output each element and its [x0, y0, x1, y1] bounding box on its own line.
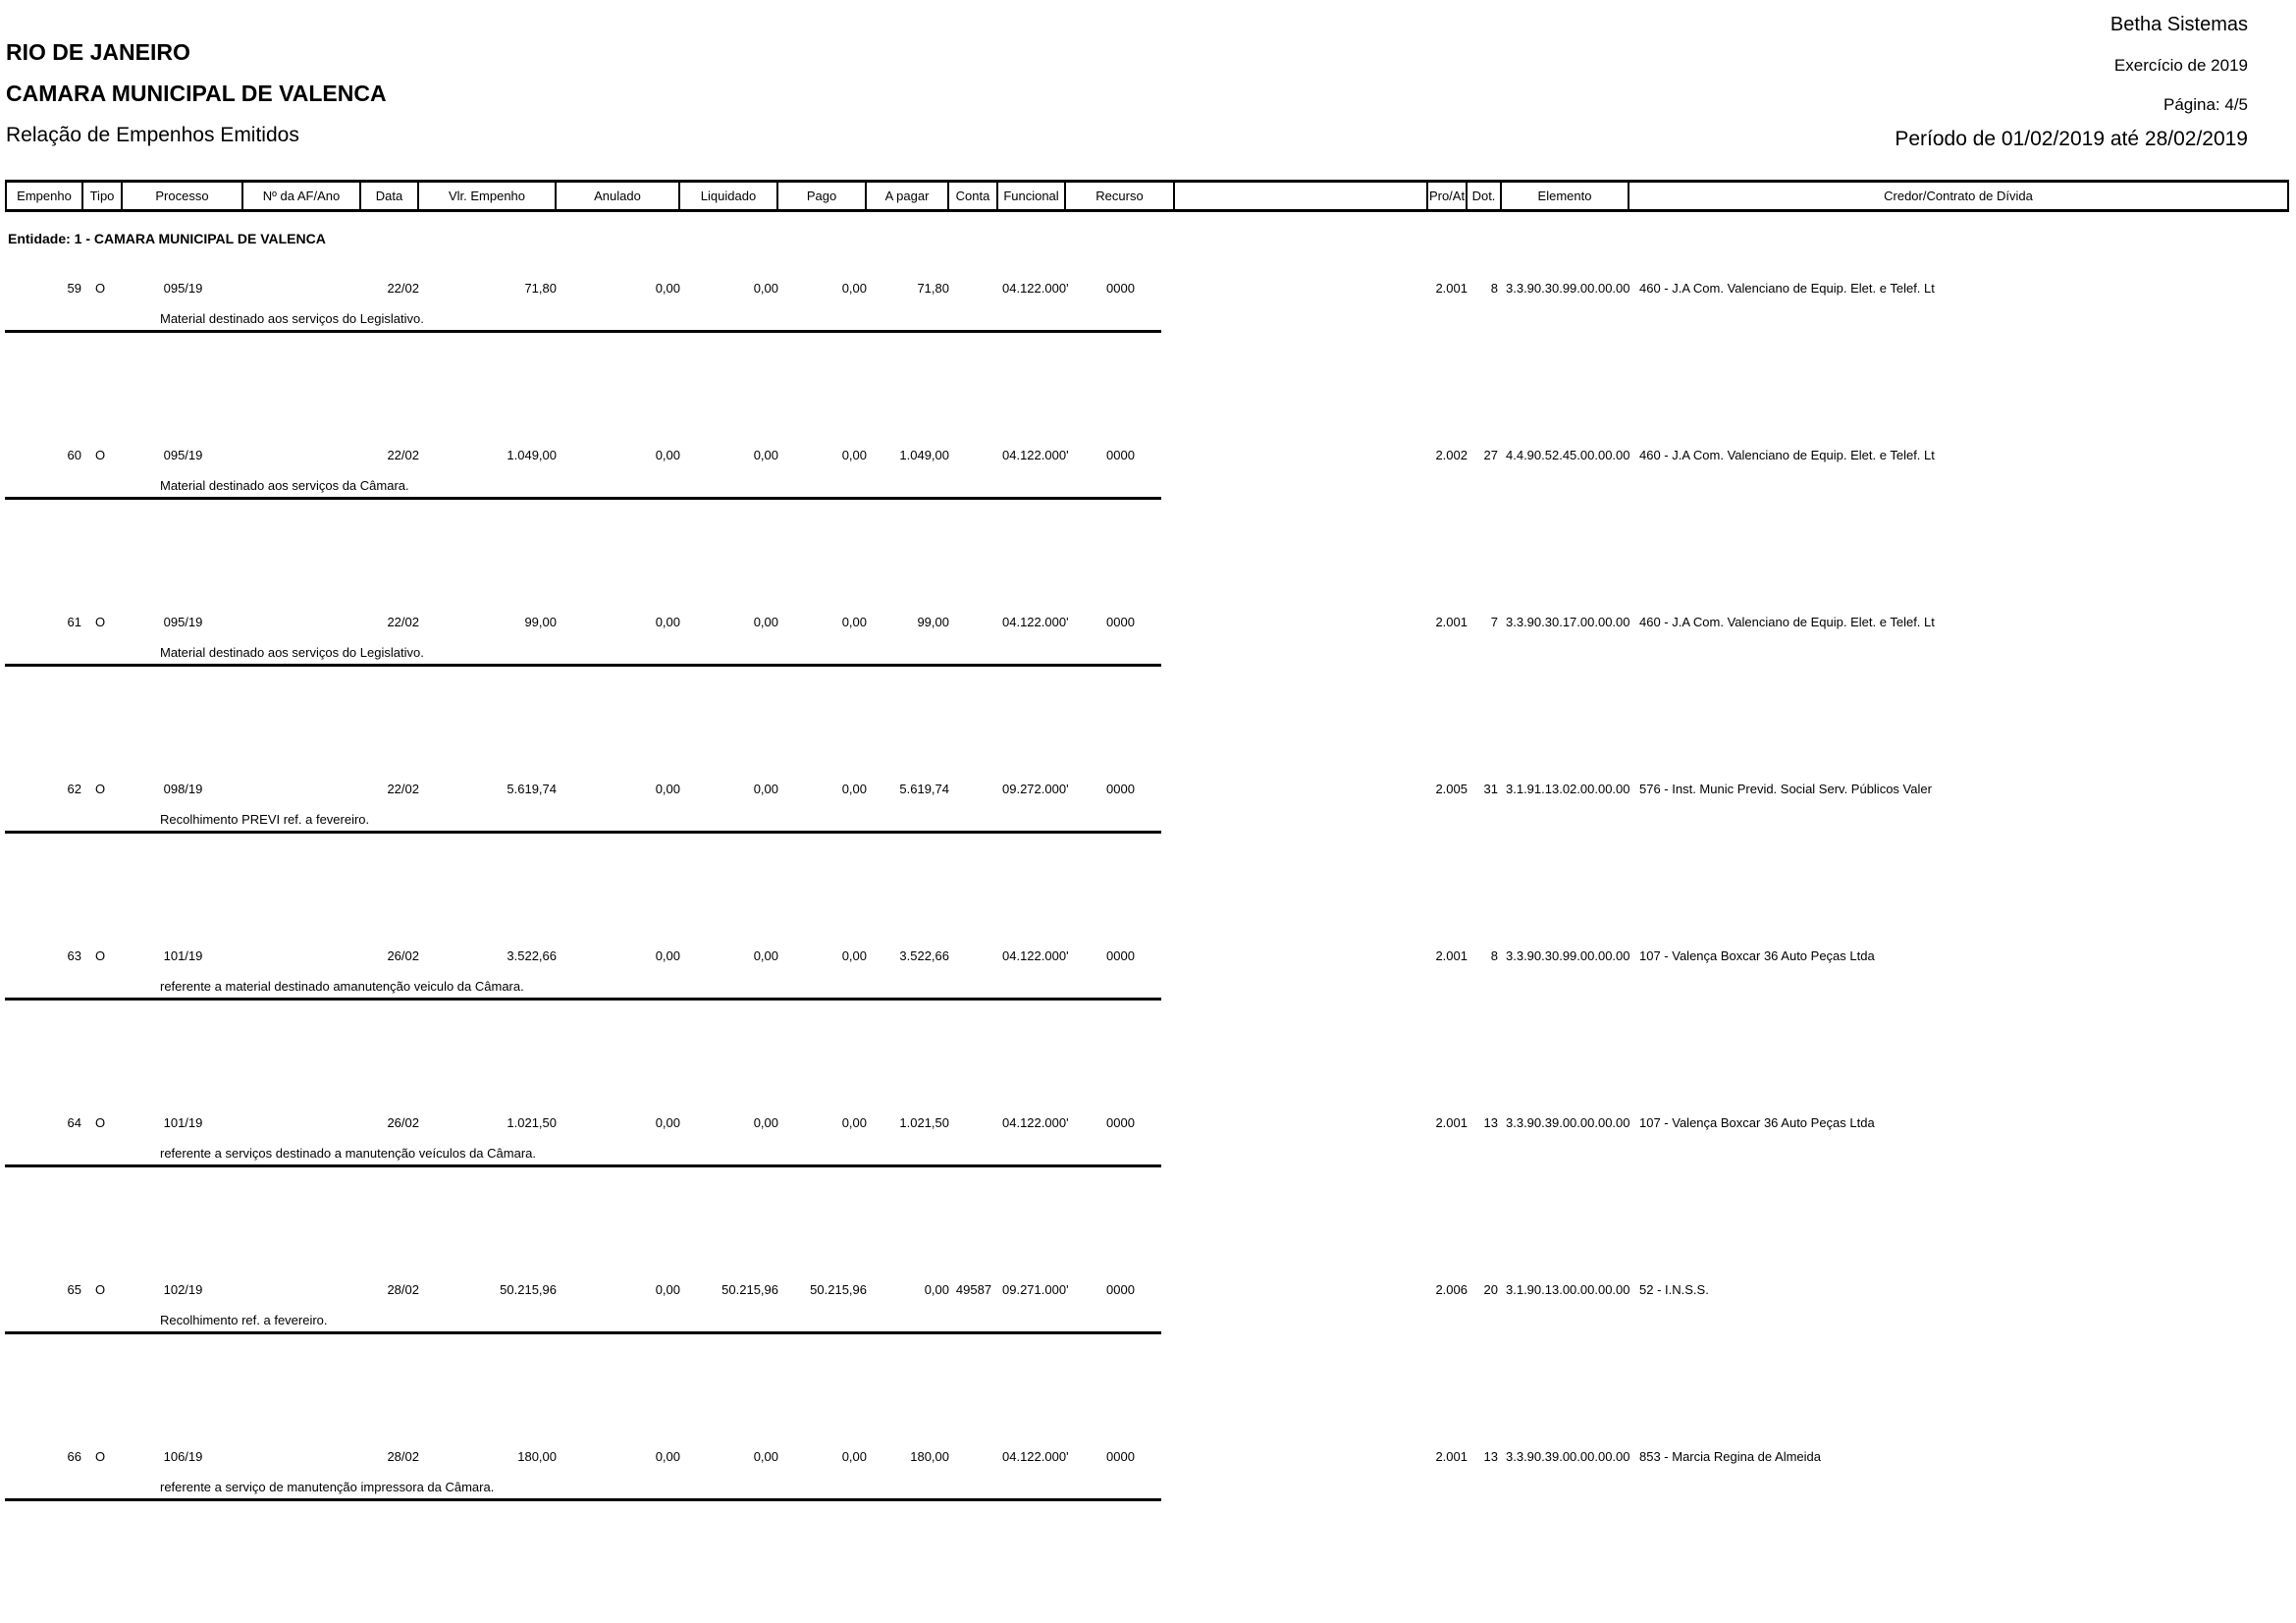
cell-recurso: 0000: [1106, 615, 1135, 629]
cell-liquidado: 0,00: [753, 782, 778, 796]
cell-recurso: 0000: [1106, 948, 1135, 963]
cell-tipo: O: [95, 615, 106, 629]
row-main-line: [5, 1114, 2289, 1131]
cell-vlr: 1.049,00: [507, 448, 557, 462]
cell-elemento: 3.3.90.30.99.00.00.00: [1506, 281, 1630, 296]
cell-empenho: 66: [67, 1449, 81, 1464]
row-separator: [5, 1498, 1161, 1501]
row-main-line: [5, 781, 2289, 797]
cell-funcional: 09.272.000': [1002, 782, 1069, 796]
cell-elemento: 3.3.90.39.00.00.00.00: [1506, 1115, 1630, 1130]
cell-pago: 0,00: [841, 448, 867, 462]
cell-data: 22/02: [387, 615, 419, 629]
cell-processo: 095/19: [163, 448, 203, 462]
cell-funcional: 04.122.000': [1002, 448, 1069, 462]
entity-title: CAMARA MUNICIPAL DE VALENCA: [6, 81, 387, 106]
cell-pago: 50.215,96: [810, 1282, 867, 1297]
cell-anulado: 0,00: [655, 782, 680, 796]
cell-vlr: 3.522,66: [507, 948, 557, 963]
cell-processo: 102/19: [163, 1282, 203, 1297]
cell-afano: [243, 947, 361, 964]
row-separator: [5, 1164, 1161, 1167]
cell-empenho: 60: [67, 448, 81, 462]
cell-liquidado: 0,00: [753, 1449, 778, 1464]
row-description: referente a serviço de manutenção impressora da Câmara.: [160, 1480, 495, 1494]
cell-empenho: 59: [67, 281, 81, 296]
entity-row: Entidade: 1 - CAMARA MUNICIPAL DE VALENCA: [8, 231, 326, 246]
cell-anulado: 0,00: [655, 615, 680, 629]
cell-credor: 107 - Valença Boxcar 36 Auto Peças Ltda: [1639, 1115, 1875, 1130]
cell-proat: 2.002: [1435, 448, 1468, 462]
cell-apagar: 3.522,66: [899, 948, 949, 963]
cell-credor: 460 - J.A Com. Valenciano de Equip. Elet. e Telef. Lt: [1639, 615, 1935, 629]
row-description: Recolhimento PREVI ref. a fevereiro.: [160, 812, 370, 827]
cell-vlr: 1.021,50: [507, 1115, 557, 1130]
cell-vlr: 180,00: [517, 1449, 557, 1464]
cell-liquidado: 0,00: [753, 948, 778, 963]
cell-proat: 2.001: [1435, 1449, 1468, 1464]
cell-spacer: [1175, 1448, 1428, 1465]
cell-conta: [949, 280, 998, 297]
cell-tipo: O: [95, 782, 106, 796]
column-header-vlr-empenho: Vlr. Empenho: [419, 183, 557, 209]
cell-tipo: O: [95, 448, 106, 462]
column-header-pro-at: Pro/At: [1428, 183, 1468, 209]
cell-conta: [949, 1448, 998, 1465]
row-description: referente a serviços destinado a manutenção veículos da Câmara.: [160, 1146, 536, 1161]
page-number: Página: 4/5: [2163, 95, 2248, 114]
column-header-tipo: Tipo: [83, 183, 123, 209]
cell-data: 26/02: [387, 948, 419, 963]
cell-spacer: [1175, 614, 1428, 630]
cell-processo: 101/19: [163, 1115, 203, 1130]
cell-dot: 27: [1483, 448, 1498, 462]
cell-elemento: 3.3.90.39.00.00.00.00: [1506, 1449, 1630, 1464]
cell-afano: [243, 280, 361, 297]
cell-elemento: 4.4.90.52.45.00.00.00: [1506, 448, 1630, 462]
cell-funcional: 04.122.000': [1002, 1115, 1069, 1130]
cell-afano: [243, 1448, 361, 1465]
column-header-processo: Processo: [123, 183, 243, 209]
row-main-line: [5, 947, 2289, 964]
cell-dot: 8: [1490, 281, 1498, 296]
column-header-credor: Credor/Contrato de Dívida: [1629, 183, 2289, 209]
cell-tipo: O: [95, 1282, 106, 1297]
cell-data: 28/02: [387, 1449, 419, 1464]
cell-empenho: 62: [67, 782, 81, 796]
cell-credor: 576 - Inst. Munic Previd. Social Serv. Públicos Valer: [1639, 782, 1932, 796]
cell-recurso: 0000: [1106, 281, 1135, 296]
cell-credor: 460 - J.A Com. Valenciano de Equip. Elet. e Telef. Lt: [1639, 281, 1935, 296]
cell-data: 22/02: [387, 281, 419, 296]
cell-dot: 13: [1483, 1115, 1498, 1130]
cell-proat: 2.006: [1435, 1282, 1468, 1297]
column-header-funcional: Funcional: [998, 183, 1066, 209]
cell-conta: [949, 947, 998, 964]
cell-conta: [949, 614, 998, 630]
cell-empenho: 65: [67, 1282, 81, 1297]
cell-recurso: 0000: [1106, 1449, 1135, 1464]
column-header-dot: Dot.: [1468, 183, 1502, 209]
cell-data: 26/02: [387, 1115, 419, 1130]
cell-empenho: 63: [67, 948, 81, 963]
cell-anulado: 0,00: [655, 1449, 680, 1464]
cell-recurso: 0000: [1106, 448, 1135, 462]
row-separator: [5, 998, 1161, 1001]
cell-anulado: 0,00: [655, 1282, 680, 1297]
cell-pago: 0,00: [841, 615, 867, 629]
row-main-line: [5, 614, 2289, 630]
cell-spacer: [1175, 781, 1428, 797]
column-header-conta: Conta: [949, 183, 998, 209]
table-header: [5, 180, 2289, 212]
row-separator: [5, 831, 1161, 834]
cell-funcional: 04.122.000': [1002, 281, 1069, 296]
cell-conta: [949, 447, 998, 463]
cell-elemento: 3.1.90.13.00.00.00.00: [1506, 1282, 1630, 1297]
cell-afano: [243, 447, 361, 463]
state-title: RIO DE JANEIRO: [6, 39, 190, 65]
cell-liquidado: 50.215,96: [721, 1282, 778, 1297]
cell-proat: 2.001: [1435, 1115, 1468, 1130]
cell-credor: 460 - J.A Com. Valenciano de Equip. Elet. e Telef. Lt: [1639, 448, 1935, 462]
table-row: [5, 1114, 2289, 1167]
cell-dot: 20: [1483, 1282, 1498, 1297]
cell-dot: 13: [1483, 1449, 1498, 1464]
cell-funcional: 09.271.000': [1002, 1282, 1069, 1297]
row-description: referente a material destinado amanutenção veiculo da Câmara.: [160, 979, 524, 994]
report-title: Relação de Empenhos Emitidos: [6, 124, 299, 146]
cell-tipo: O: [95, 281, 106, 296]
cell-pago: 0,00: [841, 782, 867, 796]
cell-afano: [243, 781, 361, 797]
cell-vlr: 5.619,74: [507, 782, 557, 796]
cell-vlr: 71,80: [524, 281, 557, 296]
row-main-line: [5, 280, 2289, 297]
cell-apagar: 1.049,00: [899, 448, 949, 462]
cell-data: 22/02: [387, 448, 419, 462]
cell-processo: 106/19: [163, 1449, 203, 1464]
cell-apagar: 5.619,74: [899, 782, 949, 796]
cell-pago: 0,00: [841, 1115, 867, 1130]
cell-funcional: 04.122.000': [1002, 948, 1069, 963]
cell-anulado: 0,00: [655, 448, 680, 462]
cell-liquidado: 0,00: [753, 1115, 778, 1130]
cell-processo: 101/19: [163, 948, 203, 963]
cell-proat: 2.001: [1435, 948, 1468, 963]
report-period: Período de 01/02/2019 até 28/02/2019: [1895, 128, 2248, 150]
column-header-data: Data: [361, 183, 419, 209]
cell-liquidado: 0,00: [753, 281, 778, 296]
row-separator: [5, 664, 1161, 667]
row-description: Material destinado aos serviços do Legislativo.: [160, 645, 424, 660]
cell-empenho: 64: [67, 1115, 81, 1130]
vendor-name: Betha Sistemas: [2109, 14, 2248, 35]
cell-liquidado: 0,00: [753, 615, 778, 629]
row-description: Recolhimento ref. a fevereiro.: [160, 1313, 328, 1327]
cell-proat: 2.001: [1435, 615, 1468, 629]
cell-elemento: 3.3.90.30.99.00.00.00: [1506, 948, 1630, 963]
cell-apagar: 1.021,50: [899, 1115, 949, 1130]
cell-apagar: 0,00: [924, 1282, 949, 1297]
cell-conta: [949, 781, 998, 797]
column-header-pago: Pago: [778, 183, 867, 209]
cell-spacer: [1175, 947, 1428, 964]
cell-tipo: O: [95, 1449, 106, 1464]
cell-credor: 853 - Marcia Regina de Almeida: [1639, 1449, 1821, 1464]
row-main-line: [5, 1448, 2289, 1465]
table-row: [5, 781, 2289, 834]
cell-anulado: 0,00: [655, 281, 680, 296]
cell-credor: 52 - I.N.S.S.: [1639, 1282, 1709, 1297]
cell-spacer: [1175, 447, 1428, 463]
cell-anulado: 0,00: [655, 948, 680, 963]
column-header-elemento: Elemento: [1502, 183, 1629, 209]
cell-recurso: 0000: [1106, 1282, 1135, 1297]
cell-conta: [949, 1114, 998, 1131]
cell-processo: 095/19: [163, 615, 203, 629]
cell-conta: 49587: [955, 1282, 992, 1297]
cell-processo: 095/19: [163, 281, 203, 296]
column-header-liquidado: Liquidado: [680, 183, 778, 209]
cell-dot: 8: [1490, 948, 1498, 963]
cell-anulado: 0,00: [655, 1115, 680, 1130]
cell-elemento: 3.3.90.30.17.00.00.00: [1506, 615, 1630, 629]
cell-data: 28/02: [387, 1282, 419, 1297]
row-main-line: [5, 1281, 2289, 1298]
cell-elemento: 3.1.91.13.02.00.00.00: [1506, 782, 1630, 796]
cell-recurso: 0000: [1106, 782, 1135, 796]
table-row: [5, 947, 2289, 1001]
cell-tipo: O: [95, 948, 106, 963]
cell-credor: 107 - Valença Boxcar 36 Auto Peças Ltda: [1639, 948, 1875, 963]
cell-dot: 31: [1483, 782, 1498, 796]
cell-apagar: 71,80: [917, 281, 949, 296]
cell-pago: 0,00: [841, 1449, 867, 1464]
cell-funcional: 04.122.000': [1002, 615, 1069, 629]
column-header-recurso: Recurso: [1066, 183, 1175, 209]
column-header-a-pagar: A pagar: [867, 183, 949, 209]
cell-afano: [243, 1114, 361, 1131]
cell-pago: 0,00: [841, 281, 867, 296]
cell-proat: 2.001: [1435, 281, 1468, 296]
column-header-spacer: [1175, 183, 1428, 209]
cell-dot: 7: [1490, 615, 1498, 629]
cell-apagar: 180,00: [910, 1449, 949, 1464]
column-header-anulado: Anulado: [557, 183, 680, 209]
cell-afano: [243, 614, 361, 630]
cell-afano: [243, 1281, 361, 1298]
cell-spacer: [1175, 1114, 1428, 1131]
cell-liquidado: 0,00: [753, 448, 778, 462]
cell-spacer: [1175, 1281, 1428, 1298]
row-separator: [5, 497, 1161, 500]
row-main-line: [5, 447, 2289, 463]
cell-proat: 2.005: [1435, 782, 1468, 796]
table-row: [5, 447, 2289, 500]
cell-vlr: 99,00: [524, 615, 557, 629]
table-row: [5, 1448, 2289, 1501]
cell-vlr: 50.215,96: [500, 1282, 557, 1297]
cell-pago: 0,00: [841, 948, 867, 963]
row-separator: [5, 1331, 1161, 1334]
exercise-year: Exercício de 2019: [2113, 56, 2248, 75]
cell-processo: 098/19: [163, 782, 203, 796]
row-description: Material destinado aos serviços do Legislativo.: [160, 311, 424, 326]
cell-funcional: 04.122.000': [1002, 1449, 1069, 1464]
column-header-empenho: Empenho: [5, 183, 83, 209]
cell-recurso: 0000: [1106, 1115, 1135, 1130]
table-row: [5, 614, 2289, 667]
row-description: Material destinado aos serviços da Câmara.: [160, 478, 409, 493]
cell-empenho: 61: [67, 615, 81, 629]
cell-apagar: 99,00: [917, 615, 949, 629]
table-row: [5, 280, 2289, 333]
cell-spacer: [1175, 280, 1428, 297]
column-header-af-ano: Nº da AF/Ano: [243, 183, 361, 209]
table-row: [5, 1281, 2289, 1334]
row-separator: [5, 330, 1161, 333]
cell-data: 22/02: [387, 782, 419, 796]
cell-tipo: O: [95, 1115, 106, 1130]
